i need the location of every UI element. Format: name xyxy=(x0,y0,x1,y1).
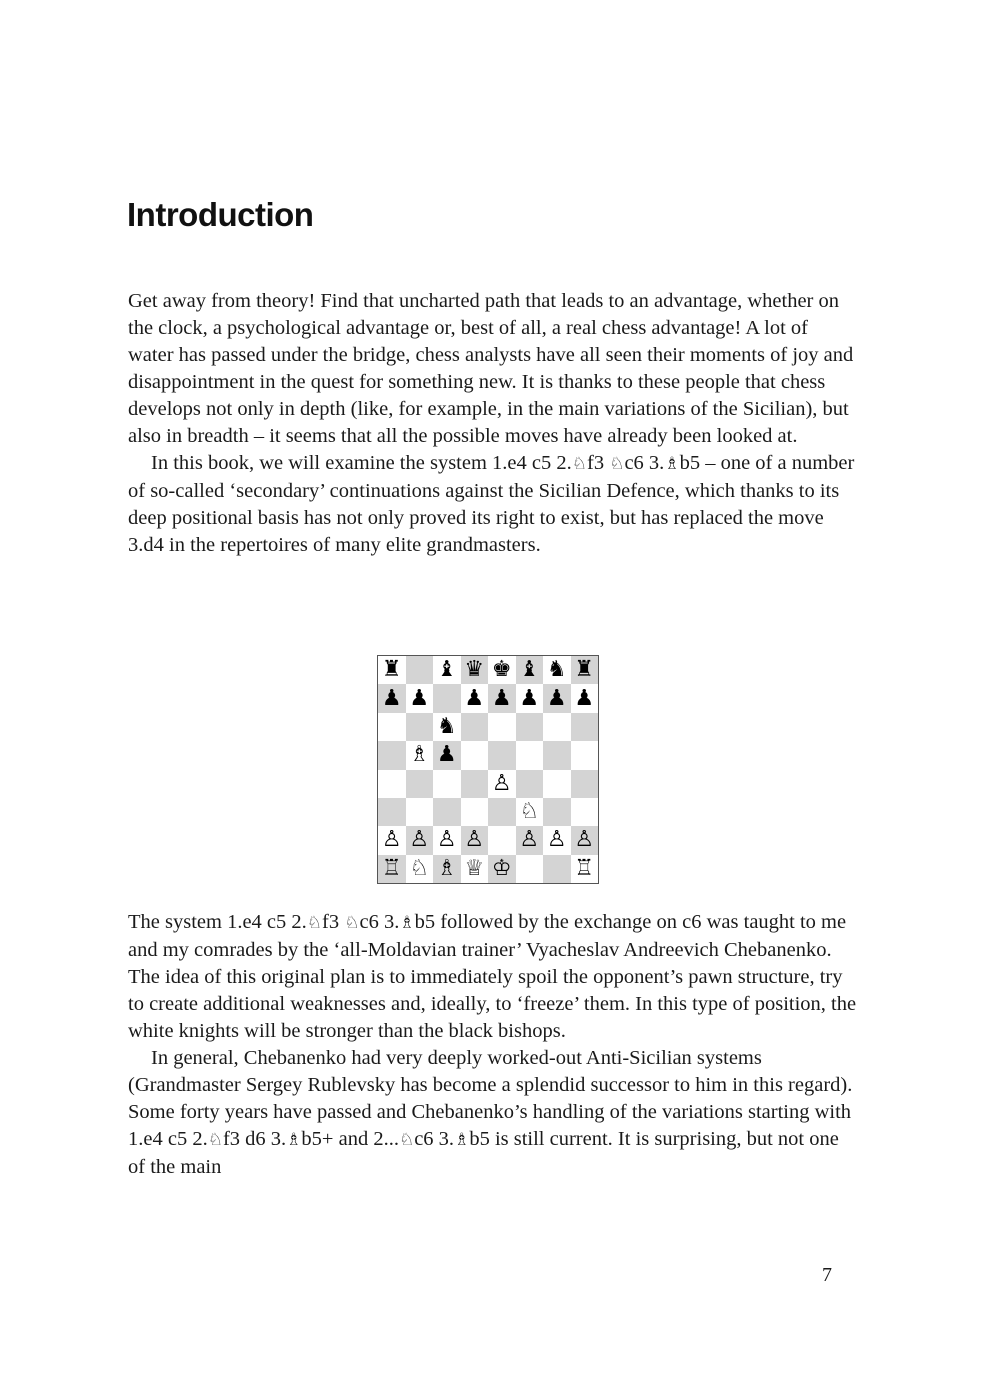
piece-figurine-icon: ♗ xyxy=(399,913,415,933)
chess-piece-icon: ♖ xyxy=(574,855,595,881)
chess-piece-icon: ♜ xyxy=(574,657,595,683)
board-square xyxy=(543,826,571,854)
board-square xyxy=(571,798,599,826)
board-square xyxy=(378,826,406,854)
chess-piece-icon: ♙ xyxy=(464,827,485,853)
chess-piece-icon: ♟ xyxy=(409,685,430,711)
board-square xyxy=(378,855,406,883)
chess-piece-icon: ♟ xyxy=(574,685,595,711)
board-square xyxy=(488,713,516,741)
board-square xyxy=(461,770,489,798)
chess-piece-icon: ♛ xyxy=(464,657,485,683)
piece-figurine-icon: ♗ xyxy=(286,1130,302,1150)
chess-piece-icon: ♟ xyxy=(381,685,402,711)
board-square xyxy=(433,713,461,741)
board-square xyxy=(378,741,406,769)
board-square xyxy=(488,798,516,826)
chess-piece-icon: ♘ xyxy=(409,855,430,881)
chess-piece-icon: ♟ xyxy=(519,685,540,711)
board-square xyxy=(406,855,434,883)
board-square xyxy=(543,656,571,684)
chess-piece-icon: ♕ xyxy=(464,855,485,881)
board-square xyxy=(571,656,599,684)
board-square xyxy=(378,684,406,712)
chess-piece-icon: ♜ xyxy=(381,657,402,683)
text-run: f3 xyxy=(587,452,610,474)
board-square xyxy=(516,741,544,769)
board-square xyxy=(571,684,599,712)
board-square xyxy=(461,684,489,712)
board-square xyxy=(571,770,599,798)
board-square xyxy=(406,741,434,769)
chess-piece-icon: ♟ xyxy=(464,685,485,711)
chess-piece-icon: ♙ xyxy=(381,827,402,853)
board-square xyxy=(461,826,489,854)
piece-figurine-icon: ♘ xyxy=(609,454,625,474)
chess-piece-icon: ♙ xyxy=(519,827,540,853)
board-square xyxy=(433,684,461,712)
board-square xyxy=(406,826,434,854)
page-number: 7 xyxy=(822,1264,832,1286)
board-square xyxy=(461,713,489,741)
board-square xyxy=(516,826,544,854)
text-run: f3 xyxy=(322,911,345,933)
board-square xyxy=(516,656,544,684)
piece-figurine-icon: ♘ xyxy=(306,913,323,933)
text-run: The system 1.e4 c5 2. xyxy=(128,911,307,933)
paragraph xyxy=(128,288,858,450)
board-square xyxy=(433,656,461,684)
board-square xyxy=(378,798,406,826)
chess-piece-icon: ♟ xyxy=(546,685,567,711)
board-square xyxy=(406,656,434,684)
chess-piece-icon: ♟ xyxy=(436,742,457,768)
piece-figurine-icon: ♗ xyxy=(664,454,680,474)
text-run: c6 3. xyxy=(359,911,400,933)
board-square xyxy=(488,741,516,769)
body-text-bottom xyxy=(128,909,858,1181)
board-square xyxy=(543,741,571,769)
board-square xyxy=(461,798,489,826)
text-run: In this book, we will examine the system 1.e4 c5 2. xyxy=(151,452,572,474)
board-square xyxy=(461,855,489,883)
board-square xyxy=(543,770,571,798)
chess-piece-icon: ♝ xyxy=(519,657,540,683)
board-square xyxy=(433,826,461,854)
board-square xyxy=(433,855,461,883)
text-run: Get away from theory! Find that uncharted path that leads to an advantage, whether on the clock, a psychological advantage or, best of all, a real chess advantage! A lot of water has passed under the bridge, chess analysts have all seen their moments of joy and disappointment in the quest for something new. It is thanks to these people that chess develops not only in depth (like, for example, in the main variations of the Sicilian), but also in breadth – it seems that all the possible moves have already been looked at. xyxy=(128,290,854,447)
board-square xyxy=(516,713,544,741)
board-square xyxy=(488,826,516,854)
paragraph xyxy=(128,1045,858,1181)
board-square xyxy=(488,656,516,684)
board-square xyxy=(406,798,434,826)
chess-piece-icon: ♗ xyxy=(409,742,430,768)
text-run: c6 3. xyxy=(624,452,665,474)
piece-figurine-icon: ♘ xyxy=(398,1130,415,1150)
text-run: c6 3. xyxy=(414,1128,455,1150)
board-square xyxy=(516,798,544,826)
board-square xyxy=(378,770,406,798)
piece-figurine-icon: ♘ xyxy=(571,454,587,474)
board-square xyxy=(433,741,461,769)
paragraph xyxy=(128,909,858,1045)
board-square xyxy=(571,855,599,883)
chess-piece-icon: ♞ xyxy=(436,713,457,739)
chess-piece-icon: ♙ xyxy=(491,770,512,796)
board-square xyxy=(406,713,434,741)
board-square xyxy=(571,741,599,769)
board-square xyxy=(433,770,461,798)
chess-piece-icon: ♘ xyxy=(519,799,540,825)
chess-piece-icon: ♝ xyxy=(436,657,457,683)
chess-piece-icon: ♟ xyxy=(491,685,512,711)
text-run: b5 followed by the exchange on c6 was taught to me and my comrades by the ‘all-Moldavian trainer’ Vyacheslav Andreevich Chebanenko. The idea of this original plan is to immediately spoil the opponent’s pawn structure, try to create additional weaknesses and, ideally, to ‘freeze’ them. In this type of position, the white knights will be stronger than the black bishops. xyxy=(128,911,857,1042)
chess-piece-icon: ♙ xyxy=(409,827,430,853)
chapter-title: Introduction xyxy=(127,196,314,233)
chess-piece-icon: ♖ xyxy=(381,855,402,881)
board-square xyxy=(516,770,544,798)
board-square xyxy=(543,855,571,883)
board-square xyxy=(516,684,544,712)
board-square xyxy=(406,684,434,712)
chess-piece-icon: ♚ xyxy=(491,657,512,683)
board-square xyxy=(488,855,516,883)
chess-piece-icon: ♙ xyxy=(574,827,595,853)
board-square xyxy=(571,826,599,854)
board-square xyxy=(543,713,571,741)
board-square xyxy=(571,713,599,741)
board-square xyxy=(543,798,571,826)
chess-piece-icon: ♙ xyxy=(546,827,567,853)
text-run: b5+ and 2... xyxy=(301,1128,399,1150)
board-square xyxy=(488,684,516,712)
paragraph xyxy=(128,450,858,559)
board-square xyxy=(543,684,571,712)
text-run: In general, Chebanenko had very deeply worked-out Anti-Sicilian systems (Grandmaster Sergey Rublevsky has become a splendid successor to him in this regard). Some forty years have passed and Chebanenko’s handling of the variations starting with 1.e4 c5 2. xyxy=(128,1047,853,1150)
board-square xyxy=(516,855,544,883)
board-square xyxy=(406,770,434,798)
piece-figurine-icon: ♘ xyxy=(207,1130,223,1150)
text-run: f3 d6 3. xyxy=(222,1128,287,1150)
chess-piece-icon: ♗ xyxy=(436,855,457,881)
piece-figurine-icon: ♘ xyxy=(344,913,360,933)
board-square xyxy=(433,798,461,826)
chess-piece-icon: ♔ xyxy=(491,855,512,881)
chess-piece-icon: ♞ xyxy=(546,657,567,683)
board-square xyxy=(378,656,406,684)
text-run: b5 – one of a number of so-called ‘secondary’ continuations against the Sicilian Defence, which thanks to its deep positional basis has not only proved its right to exist, but has replaced the move 3.d4 in the repertoires of many elite grandmasters. xyxy=(128,452,855,556)
piece-figurine-icon: ♗ xyxy=(454,1130,470,1150)
text-run: b5 is still current. It is surprising, but not one of the main xyxy=(128,1128,839,1178)
chess-piece-icon: ♙ xyxy=(436,827,457,853)
board-square xyxy=(461,656,489,684)
chess-diagram xyxy=(377,655,599,884)
body-text-top xyxy=(128,288,858,559)
board-square xyxy=(461,741,489,769)
board-square xyxy=(378,713,406,741)
board-square xyxy=(488,770,516,798)
